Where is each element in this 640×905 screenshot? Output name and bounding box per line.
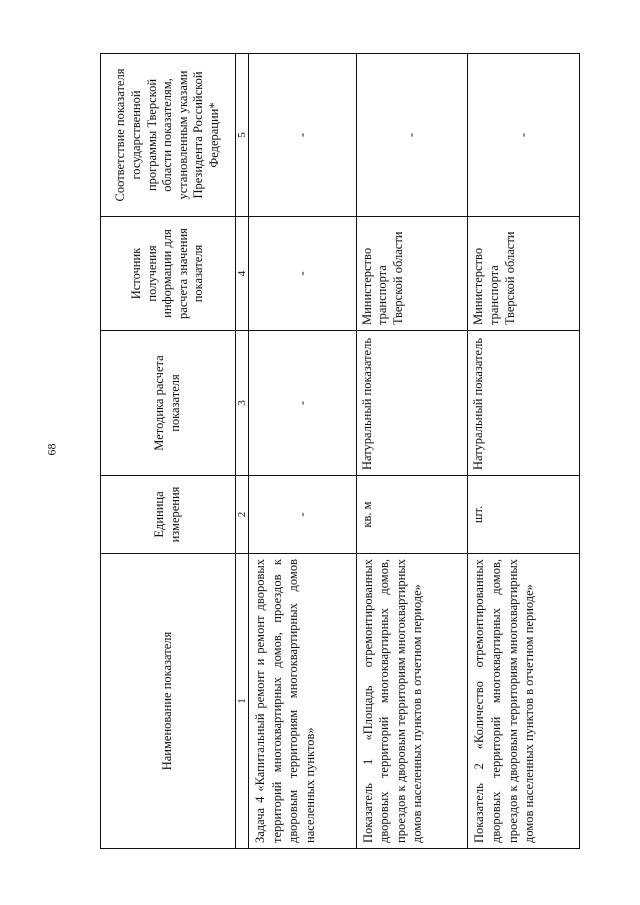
indicator-method: Натуральный показатель — [468, 331, 580, 476]
column-number: 3 — [236, 331, 249, 476]
indicator-source: - — [249, 217, 357, 331]
indicator-source: Министерство транспорта Тверской области — [356, 217, 468, 331]
column-number: 2 — [236, 476, 249, 554]
page-number: 68 — [44, 443, 59, 456]
indicator-method: - — [249, 331, 357, 476]
header-row — [101, 54, 236, 849]
indicator-compliance: - — [249, 54, 357, 217]
header-compliance: Соответствие показателя государственной программы Тверской области показателям, установленным указами Президента Российской Федерации* — [101, 54, 236, 217]
indicators-table — [100, 53, 580, 849]
column-number: 5 — [236, 54, 249, 217]
indicator-unit: шт. — [468, 476, 580, 554]
table-row — [249, 54, 357, 849]
column-number-row — [236, 54, 249, 849]
table-row — [356, 54, 468, 849]
indicator-compliance: - — [468, 54, 580, 217]
rotated-sheet — [100, 54, 580, 849]
header-unit: Единица измерения — [101, 476, 236, 554]
indicator-name: Показатель 1 «Площадь отремонтированных дворовых территорий многоквартирных домов, проездов к дворовым территориям многоквартирных домов населенных пунктов в отчетном периоде» — [356, 554, 468, 849]
table-row — [468, 54, 580, 849]
indicator-unit: кв. м — [356, 476, 468, 554]
column-number: 4 — [236, 217, 249, 331]
indicator-compliance: - — [356, 54, 468, 217]
header-name: Наименование показателя — [101, 554, 236, 849]
indicator-method: Натуральный показатель — [356, 331, 468, 476]
header-method: Методика расчета показателя — [101, 331, 236, 476]
indicator-name: Задача 4 «Капитальный ремонт и ремонт дворовых территорий многоквартирных домов, проездов к дворовым территориям многоквартирных домов населенных пунктов» — [249, 554, 357, 849]
header-source: Источник получения информации для расчета значения показателя — [101, 217, 236, 331]
column-number: 1 — [236, 554, 249, 849]
indicator-source: Министерство транспорта Тверской области — [468, 217, 580, 331]
indicator-name: Показатель 2 «Количество отремонтированных дворовых территорий многоквартирных домов, проездов к дворовым территориям многоквартирных домов населенных пунктов в отчетном периоде» — [468, 554, 580, 849]
indicator-unit: - — [249, 476, 357, 554]
